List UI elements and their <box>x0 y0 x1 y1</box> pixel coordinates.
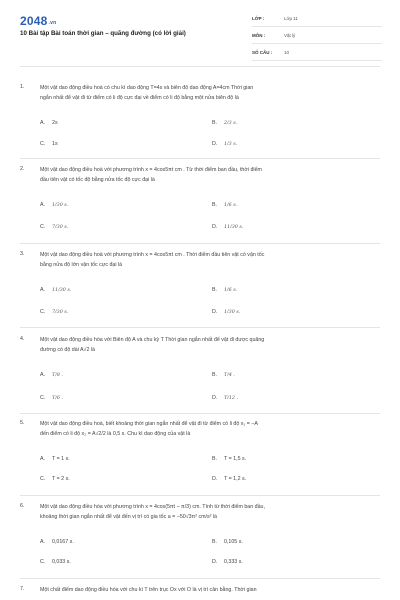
option-label: B. <box>212 539 218 545</box>
option-label: D. <box>212 395 218 401</box>
option-text: 1/6 s. <box>224 203 238 208</box>
option-label: A. <box>40 202 46 208</box>
option-text: T/4 . <box>224 373 235 378</box>
option-c[interactable] <box>40 559 71 565</box>
meta-subject-label: MÔN : <box>252 33 266 38</box>
option-text: 0,333 s. <box>224 559 243 565</box>
option-text: T/6 . <box>52 396 63 401</box>
option-text: T = 1 s. <box>52 456 70 462</box>
question-divider <box>20 578 380 579</box>
question-number: 5. <box>20 420 25 426</box>
question-text <box>40 503 380 522</box>
option-text: 7/30 s. <box>52 225 69 230</box>
option-d[interactable] <box>212 559 243 565</box>
option-a[interactable] <box>40 287 71 293</box>
logo-main: 2048 <box>20 14 48 28</box>
option-label: A. <box>40 120 46 126</box>
question-line: Một vật dao động điều hoà với phương trình x = 4cos5πt cm . Từ thời điểm ban đầu, thời điểm <box>40 167 262 173</box>
option-c[interactable] <box>40 309 68 315</box>
question-divider <box>20 413 380 414</box>
option-label: C. <box>40 559 46 565</box>
option-b[interactable] <box>212 120 237 126</box>
option-label: B. <box>212 202 218 208</box>
site-logo[interactable] <box>20 14 56 28</box>
option-text: 0,033 s. <box>52 559 71 565</box>
option-label: C. <box>40 395 46 401</box>
option-text: 7/30 s. <box>52 310 69 315</box>
option-text: T = 1,5 s. <box>224 456 247 462</box>
option-d[interactable] <box>212 309 240 315</box>
question-line: Một vật dao động điều hòa với phương trình x = 4cos(5πt − π/3) cm. Tính từ thời điểm ban đầu, <box>40 504 265 510</box>
question-line: đầu tiên vật có tốc độ bằng nửa tốc độ cực đại là <box>40 176 155 183</box>
option-label: A. <box>40 539 46 545</box>
option-d[interactable] <box>212 476 246 482</box>
option-label: C. <box>40 476 46 482</box>
question-line: Một vật dao động điều hoà với phương trình x = 4cos5πt cm . Thời điểm đầu tiên vật có vận tốc <box>40 252 265 258</box>
question-text <box>40 336 380 355</box>
meta-count-label: SỐ CÂU : <box>252 50 273 55</box>
question-line: Một vật dao động điều hoà có chu kì dao động T=4s và biên độ dao động A=4cm Thời gian <box>40 85 254 91</box>
option-label: A. <box>40 287 46 293</box>
option-a[interactable] <box>40 456 70 462</box>
option-c[interactable] <box>40 395 63 401</box>
question-divider <box>20 495 380 496</box>
option-b[interactable] <box>212 456 246 462</box>
option-text: 11/30 s. <box>52 288 72 293</box>
question-text <box>40 84 380 103</box>
question-number: 7. <box>20 586 25 592</box>
question-text <box>40 166 380 185</box>
option-label: D. <box>212 224 218 230</box>
question-number: 6. <box>20 503 25 509</box>
question-line: ngắn nhất để vật đi từ điểm có li độ cực đại về điểm có li độ bằng một nửa biên độ là <box>40 94 239 101</box>
question-number: 2. <box>20 166 25 172</box>
meta-count-row <box>252 48 382 61</box>
option-a[interactable] <box>40 120 58 126</box>
logo-suffix: .vn <box>48 20 57 26</box>
question-number: 4. <box>20 336 25 342</box>
option-text: 1s <box>52 141 58 147</box>
option-text: 2s <box>52 120 58 126</box>
option-label: D. <box>212 559 218 565</box>
meta-subject-row <box>252 31 382 44</box>
option-a[interactable] <box>40 202 68 208</box>
document-title: 10 Bài tập Bài toán thời gian – quãng đường (có lời giải) <box>20 30 186 37</box>
option-b[interactable] <box>212 372 235 378</box>
option-label: A. <box>40 372 46 378</box>
option-b[interactable] <box>212 539 243 545</box>
option-c[interactable] <box>40 476 70 482</box>
question-line: đường có độ dài A√2 là <box>40 346 95 353</box>
option-text: T = 2 s. <box>52 476 70 482</box>
option-text: 0,105 s. <box>224 539 243 545</box>
option-label: D. <box>212 141 218 147</box>
question-line: đến điểm có li độ x₂ = A√2/2 là 0,5 s. Chu kì dao động của vật là <box>40 430 191 437</box>
question-text <box>40 586 380 596</box>
option-text: 1/6 s. <box>224 288 238 293</box>
option-a[interactable] <box>40 539 74 545</box>
header-divider <box>20 66 380 67</box>
option-label: C. <box>40 224 46 230</box>
option-d[interactable] <box>212 395 238 401</box>
option-label: B. <box>212 287 218 293</box>
question-line: Một vật dao động điều hoà, biết khoảng thời gian ngắn nhất để vật đi từ điểm có li độ x₁ = −A <box>40 421 258 427</box>
option-text: 0,0167 s. <box>52 539 74 545</box>
option-c[interactable] <box>40 224 68 230</box>
question-number: 3. <box>20 251 25 257</box>
meta-class-label: LỚP : <box>252 16 265 21</box>
option-text: 2/3 s. <box>224 121 238 126</box>
option-label: B. <box>212 456 218 462</box>
meta-count-value: 10 <box>284 50 290 55</box>
option-label: A. <box>40 456 46 462</box>
meta-class-row <box>252 14 382 27</box>
option-label: C. <box>40 141 46 147</box>
question-divider <box>20 327 380 328</box>
question-divider <box>20 158 380 159</box>
meta-class-value: Lớp 11 <box>284 16 298 21</box>
option-text: T/12 . <box>224 396 238 401</box>
question-text <box>40 420 380 439</box>
option-text: 11/30 s. <box>224 225 244 230</box>
question-line: Một chất điểm dao động điều hòa với chu kì T trên trục Ox với O là vị trí cân bằng. Thời gian <box>40 587 257 593</box>
option-text: T/8 . <box>52 373 63 378</box>
option-text: 1/30 s. <box>52 203 69 208</box>
option-label: D. <box>212 476 218 482</box>
option-label: B. <box>212 120 218 126</box>
page-header <box>0 0 400 62</box>
option-d[interactable] <box>212 141 237 147</box>
question-line: khoảng thời gian ngắn nhất để vật đến vị trí có gia tốc a = −50√3π² cm/s² là <box>40 513 217 520</box>
question-divider <box>20 243 380 244</box>
option-d[interactable] <box>212 224 243 230</box>
option-label: D. <box>212 309 218 315</box>
option-label: C. <box>40 309 46 315</box>
document-meta <box>252 14 382 65</box>
option-text: 1/3 s. <box>224 142 238 147</box>
option-b[interactable] <box>212 287 237 293</box>
question-line: Một vật dao động điều hòa với Biên độ A và chu kỳ T Thời gian ngắn nhất để vật đi được quãng <box>40 337 265 343</box>
meta-subject-value: Vật lý <box>284 33 296 38</box>
question-line: bằng nửa độ lớn vận tốc cực đại là <box>40 261 123 268</box>
question-number: 1. <box>20 84 25 90</box>
option-text: 1/30 s. <box>224 310 241 315</box>
option-b[interactable] <box>212 202 237 208</box>
option-label: B. <box>212 372 218 378</box>
option-a[interactable] <box>40 372 63 378</box>
option-c[interactable] <box>40 141 58 147</box>
question-text <box>40 251 380 270</box>
option-text: T = 1,2 s. <box>224 476 247 482</box>
